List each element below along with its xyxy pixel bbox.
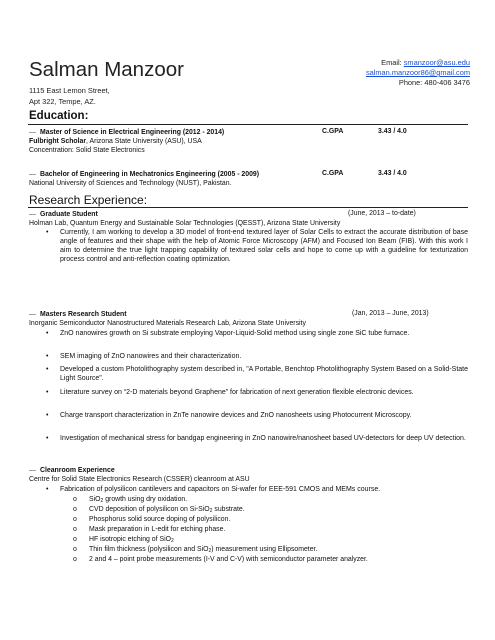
email-link-2[interactable]: salman.manzoor86@gmail.com — [365, 68, 470, 77]
gs-date: (June, 2013 – to-date) — [348, 210, 416, 217]
gs-bullet-text: Currently, I am working to develop a 3D model of front-end textured layer of Solar Cells to extract the accurate distribution of base angle of features and their shape with the help of Atomic Force Microscopy (AFM) and Focused Ion Beam (FIB). With this work I aim to determine the true light trapping capability of textured solar cells and hope to come up with a guideline for texturization process control and anti-reflection coating optimization. — [60, 229, 468, 263]
ms-org: Inorganic Semiconductor Nanostructured Materials Research Lab, Arizona State University — [29, 320, 306, 327]
edu-ms-title: Master of Science in Electrical Engineering (2012 - 2014) — [40, 129, 225, 136]
cr-title: Cleanroom Experience — [40, 467, 115, 474]
email-line — [366, 58, 470, 68]
cr-sub-text: Mask preparation in L-edit for etching phase. — [89, 526, 226, 533]
ms-title: Masters Research Student — [40, 311, 127, 318]
cr-sub-text: Phosphorus solid source doping of polysilicon. — [89, 516, 231, 523]
edu-be-institution: National University of Sciences and Technology (NUST), Pakistan. — [29, 180, 232, 187]
edu-ms-title-line — [29, 128, 224, 137]
ms-bullet-4 — [46, 388, 468, 397]
edu-ms-gpa: 3.43 / 4.0 — [378, 128, 407, 135]
sub-bullet-marker: o — [73, 526, 77, 533]
edu-ms-gpa-label: C.GPA — [322, 128, 344, 135]
gs-title: Graduate Student — [40, 211, 98, 218]
cr-sub-4 — [73, 525, 226, 534]
sub-bullet-marker: o — [73, 496, 77, 503]
subscript-2: 2 — [170, 538, 174, 544]
edu-ms-line2 — [29, 137, 202, 146]
dash-marker: — — [29, 311, 36, 318]
sub-bullet-marker: o — [73, 536, 77, 543]
bullet-marker: • — [46, 486, 49, 493]
ms-bullet-5 — [46, 411, 468, 420]
gs-org: Holman Lab, Quantum Energy and Sustainable Solar Technologies (QESST), Arizona State University — [29, 220, 341, 227]
research-rule — [28, 207, 468, 208]
dash-marker: — — [29, 129, 36, 136]
ms-bullet-2 — [46, 352, 468, 361]
dash-marker: — — [29, 211, 36, 218]
education-heading: Education: — [29, 110, 89, 122]
sub-bullet-marker: o — [73, 516, 77, 523]
bullet-marker: • — [46, 330, 49, 337]
ms-bullet-text: Investigation of mechanical stress for bandgap engineering in ZnO nanowire/nanosheet based UV-detectors for deep UV detection. — [60, 435, 466, 442]
bullet-marker: • — [46, 389, 49, 396]
education-rule — [28, 124, 468, 125]
gs-bullet — [46, 228, 468, 264]
ms-bullet-3 — [46, 365, 468, 383]
ms-bullet-text: ZnO nanowires growth on Si substrate employing Vapor-Liquid-Solid method using single zone SiC tube furnace. — [60, 330, 410, 337]
ms-bullet-text: Developed a custom Photolithography system described in, "A Portable, Benchtop Photolithography System Based on a Solid-State Light Source". — [60, 366, 468, 382]
bullet-marker: • — [46, 435, 49, 442]
research-heading: Research Experience: — [29, 193, 148, 207]
subscript-2: 2 — [100, 498, 104, 504]
edu-be-title-line — [29, 170, 259, 179]
ms-bullet-6 — [46, 434, 468, 443]
candidate-name: Salman Manzoor — [29, 58, 184, 81]
ms-title-line — [29, 310, 127, 319]
subscript-2: 2 — [209, 508, 213, 514]
cr-bullet — [46, 485, 468, 494]
ms-date: (Jan, 2013 – June, 2013) — [352, 310, 429, 317]
sub-bullet-marker: o — [73, 556, 77, 563]
cr-sub-3 — [73, 515, 231, 524]
contact-block — [366, 58, 470, 88]
cr-bullet-text: Fabrication of polysilicon cantilevers and capacitors on Si-wafer for EEE-591 CMOS and MEMs course. — [60, 486, 381, 493]
ms-bullet-text: Charge transport characterization in ZnTe nanowire devices and ZnO nanosheets using Photocurrent Microscopy. — [60, 412, 412, 419]
gs-title-line — [29, 210, 98, 219]
cr-title-line — [29, 466, 115, 475]
fulbright-label: Fulbright Scholar — [29, 138, 87, 145]
subscript-2: 2 — [208, 548, 212, 554]
cr-org: Centre for Solid State Electronics Research (CSSER) cleanroom at ASU — [29, 476, 250, 483]
edu-be-gpa-label: C.GPA — [322, 170, 344, 177]
bullet-marker: • — [46, 366, 49, 373]
sub-bullet-marker: o — [73, 506, 77, 513]
ms-bullet-text: SEM imaging of ZnO nanowires and their characterization. — [60, 353, 242, 360]
bullet-marker: • — [46, 229, 49, 236]
cr-sub-7 — [73, 555, 368, 564]
cr-sub-text: CVD deposition of polysilicon on Si-SiO2 substrate. — [89, 506, 245, 514]
edu-be-gpa: 3.43 / 4.0 — [378, 170, 407, 177]
cr-sub-text: HF isotropic etching of SiO2 — [89, 536, 174, 544]
edu-ms-concentration: Concentration: Solid State Electronics — [29, 147, 145, 154]
bullet-marker: • — [46, 412, 49, 419]
cr-sub-text: Thin film thickness (polysilicon and SiO2) measurement using Ellipsometer. — [89, 546, 318, 554]
ms-bullet-text: Literature survey on “2-D materials beyond Graphene” for fabrication of next generation flexible electronic devices. — [60, 389, 414, 396]
bullet-marker: • — [46, 353, 49, 360]
ms-bullet-1 — [46, 329, 468, 338]
edu-ms-institution: , Arizona State University (ASU), USA — [86, 138, 202, 145]
phone: Phone: 480-406 3476 — [398, 78, 470, 87]
address-line-2: Apt 322, Tempe, AZ. — [29, 97, 96, 106]
edu-be-title: Bachelor of Engineering in Mechatronics Engineering (2005 - 2009) — [40, 171, 260, 178]
dash-marker: — — [29, 467, 36, 474]
cr-sub-text: 2 and 4 – point probe measurements (I-V and C-V) with semiconductor parameter analyzer. — [89, 556, 368, 563]
dash-marker: — — [29, 171, 36, 178]
address-line-1: 1115 East Lemon Street, — [29, 86, 110, 95]
sub-bullet-marker: o — [73, 546, 77, 553]
cr-sub-text: SiO2 growth using dry oxidation. — [89, 496, 188, 504]
email-link-1[interactable]: smanzoor@asu.edu — [403, 58, 470, 67]
email-label: Email: — [381, 58, 404, 67]
